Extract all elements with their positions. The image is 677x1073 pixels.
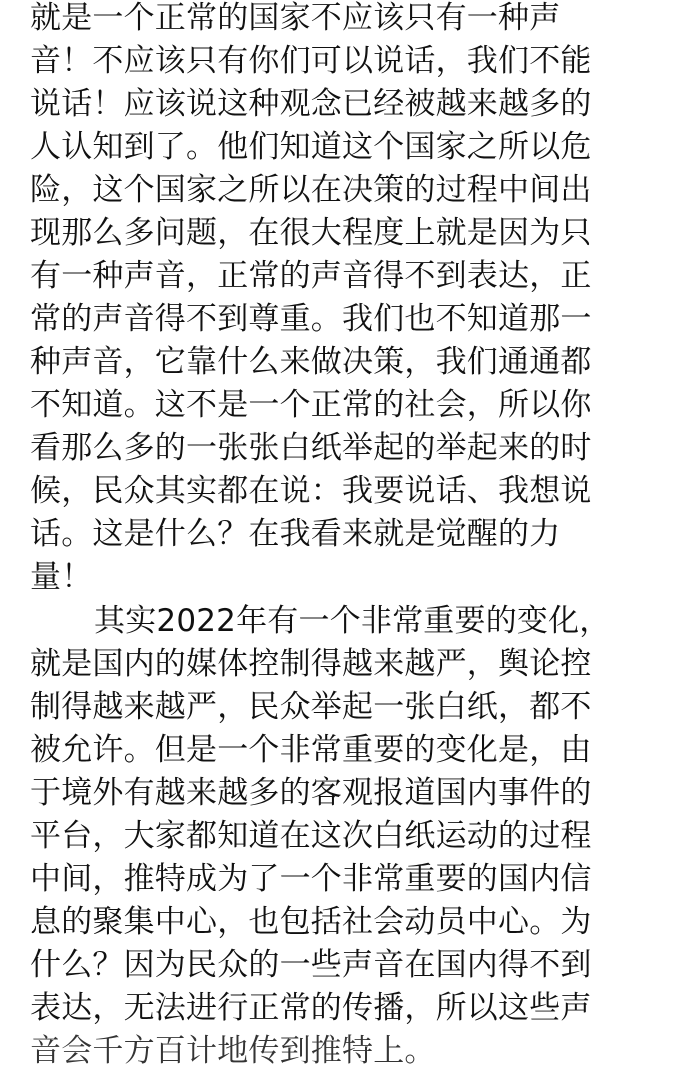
text-line-2: 音！不应该只有你们可以说话，我们不能 — [30, 43, 592, 79]
text-line-12: 候，民众其实都在说：我要说话、我想说 — [30, 473, 592, 509]
text-line-14: 量！ — [30, 559, 93, 595]
text-line-21: 中间，推特成为了一个非常重要的国内信 — [30, 861, 592, 897]
text-line-22: 息的聚集中心，也包括社会动员中心。为 — [30, 904, 592, 940]
text-line-16: 就是国内的媒体控制得越来越严，舆论控 — [30, 646, 592, 682]
text-line-19: 于境外有越来越多的客观报道国内事件的 — [30, 775, 592, 811]
text-line-23: 什么？因为民众的一些声音在国内得不到 — [30, 947, 592, 983]
text-line-13: 话。这是什么？在我看来就是觉醒的力 — [30, 516, 561, 552]
text-line-25: 音会千方百计地传到推特上。 — [30, 1033, 436, 1069]
text-line-5: 险，这个国家之所以在决策的过程中间出 — [30, 172, 592, 208]
text-line-24: 表达，无法进行正常的传播，所以这些声 — [30, 990, 592, 1026]
text-line-7: 有一种声音，正常的声音得不到表达，正 — [30, 258, 592, 294]
text-line-10: 不知道。这不是一个正常的社会，所以你 — [30, 387, 592, 423]
text-line-8: 常的声音得不到尊重。我们也不知道那一 — [30, 301, 592, 337]
text-line-18: 被允许。但是一个非常重要的变化是，由 — [30, 732, 592, 768]
text-line-11: 看那么多的一张张白纸举起的举起来的时 — [30, 430, 592, 466]
text-line-17: 制得越来越严，民众举起一张白纸，都不 — [30, 689, 592, 725]
text-line-1: 就是一个正常的国家不应该只有一种声 — [30, 0, 561, 36]
paragraph-indent-line: 其实2022年有一个非常重要的变化， — [94, 603, 611, 639]
text-line-20: 平台，大家都知道在这次白纸运动的过程 — [30, 818, 592, 854]
text-line-6: 现那么多问题，在很大程度上就是因为只 — [30, 215, 592, 251]
text-line-3: 说话！应该说这种观念已经被越来越多的 — [30, 86, 592, 122]
text-line-9: 种声音，它靠什么来做决策，我们通通都 — [30, 344, 592, 380]
text-line-4: 人认知到了。他们知道这个国家之所以危 — [30, 129, 592, 165]
